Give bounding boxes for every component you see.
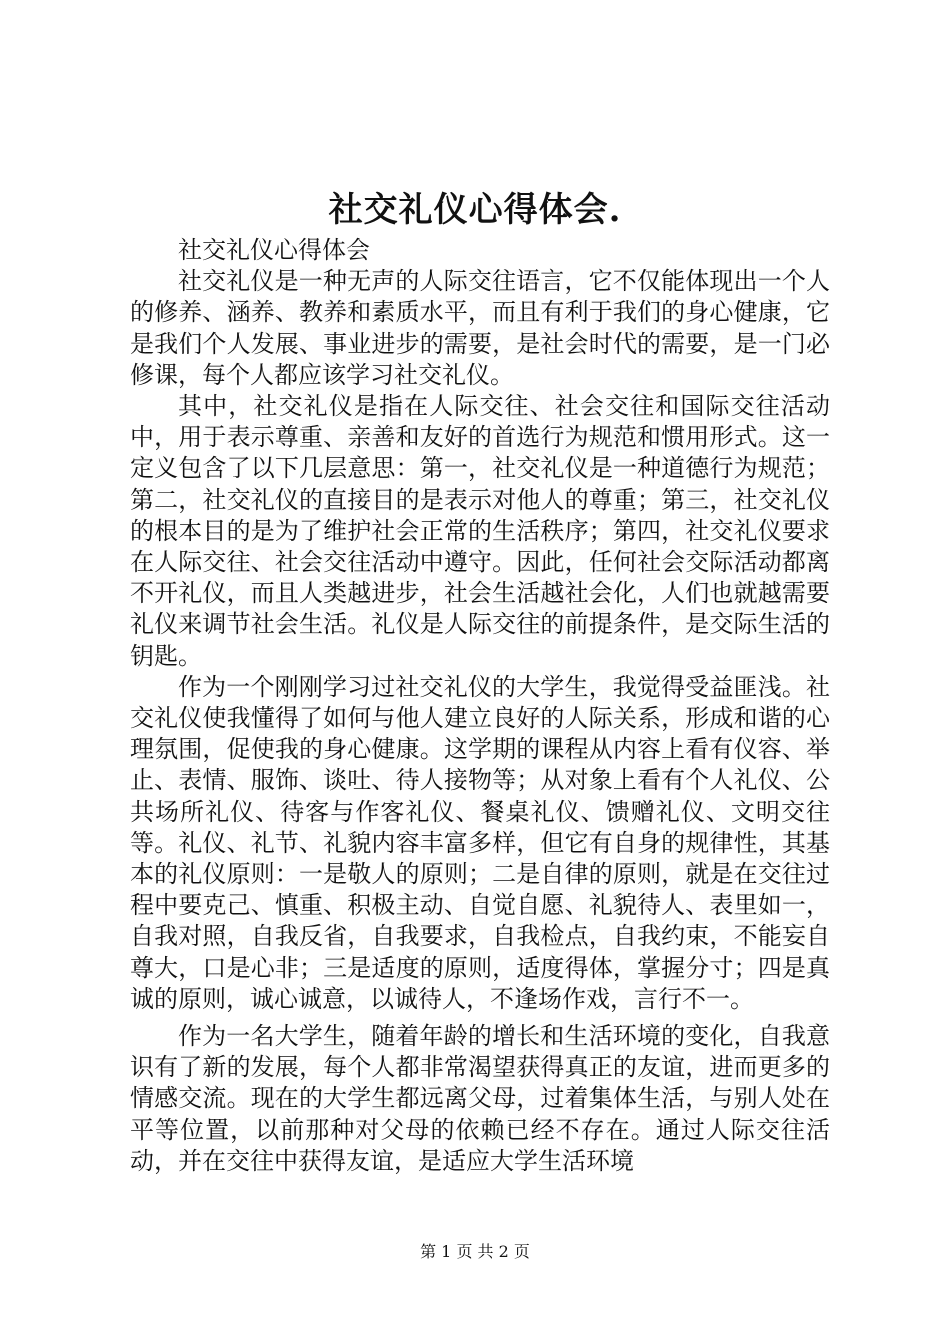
paragraph-2: 其中，社交礼仪是指在人际交往、社会交往和国际交往活动中，用于表示尊重、亲善和友好的首选行为规范和惯用形式。这一定义包含了以下几层意思：第一，社交礼仪是一种道德行为规范；第二，社交礼仪的直接目的是表示对他人的尊重；第三，社交礼仪的根本目的是为了维护社会正常的生活秩序；第四，社交礼仪要求在人际交往、社会交往活动中遵守。因此，任何社会交际活动都离不开礼仪，而且人类越进步，社会生活越社会化，人们也就越需要礼仪来调节社会生活。礼仪是人际交往的前提条件，是交际生活的钥匙。: [130, 392, 830, 670]
paragraph-1: 社交礼仪是一种无声的人际交往语言，它不仅能体现出一个人的修养、涵养、教养和素质水平，而且有利于我们的身心健康，它是我们个人发展、事业进步的需要，是社会时代的需要，是一门必修课，每个人都应该学习社交礼仪。: [130, 267, 830, 389]
paragraph-4: 作为一名大学生，随着年龄的增长和生活环境的变化，自我意识有了新的发展，每个人都非常渴望获得真正的友谊，进而更多的情感交流。现在的大学生都远离父母，过着集体生活，与别人处在平等位置，以前那种对父母的依赖已经不存在。通过人际交往活动，并在交往中获得友谊，是适应大学生活环境: [130, 1022, 830, 1175]
document-subtitle: 社交礼仪心得体会: [178, 236, 370, 264]
document-title: 社交礼仪心得体会.: [328, 190, 622, 230]
page-number-footer: 第 1 页 共 2 页: [420, 1242, 530, 1261]
paragraph-3: 作为一个刚刚学习过社交礼仪的大学生，我觉得受益匪浅。社交礼仪使我懂得了如何与他人建立良好的人际关系，形成和谐的心理氛围，促使我的身心健康。这学期的课程从内容上看有仪容、举止、表情、服饰、谈吐、待人接物等；从对象上看有个人礼仪、公共场所礼仪、待客与作客礼仪、餐桌礼仪、馈赠礼仪、文明交往等。礼仪、礼节、礼貌内容丰富多样，但它有自身的规律性，其基本的礼仪原则：一是敬人的原则；二是自律的原则，就是在交往过程中要克己、慎重、积极主动、自觉自愿、礼貌待人、表里如一，自我对照，自我反省，自我要求，自我检点，自我约束，不能妄自尊大，口是心非；三是适度的原则，适度得体，掌握分寸；四是真诚的原则，诚心诚意，以诚待人，不逢场作戏，言行不一。: [130, 672, 830, 1013]
document-body: [130, 235, 830, 1177]
